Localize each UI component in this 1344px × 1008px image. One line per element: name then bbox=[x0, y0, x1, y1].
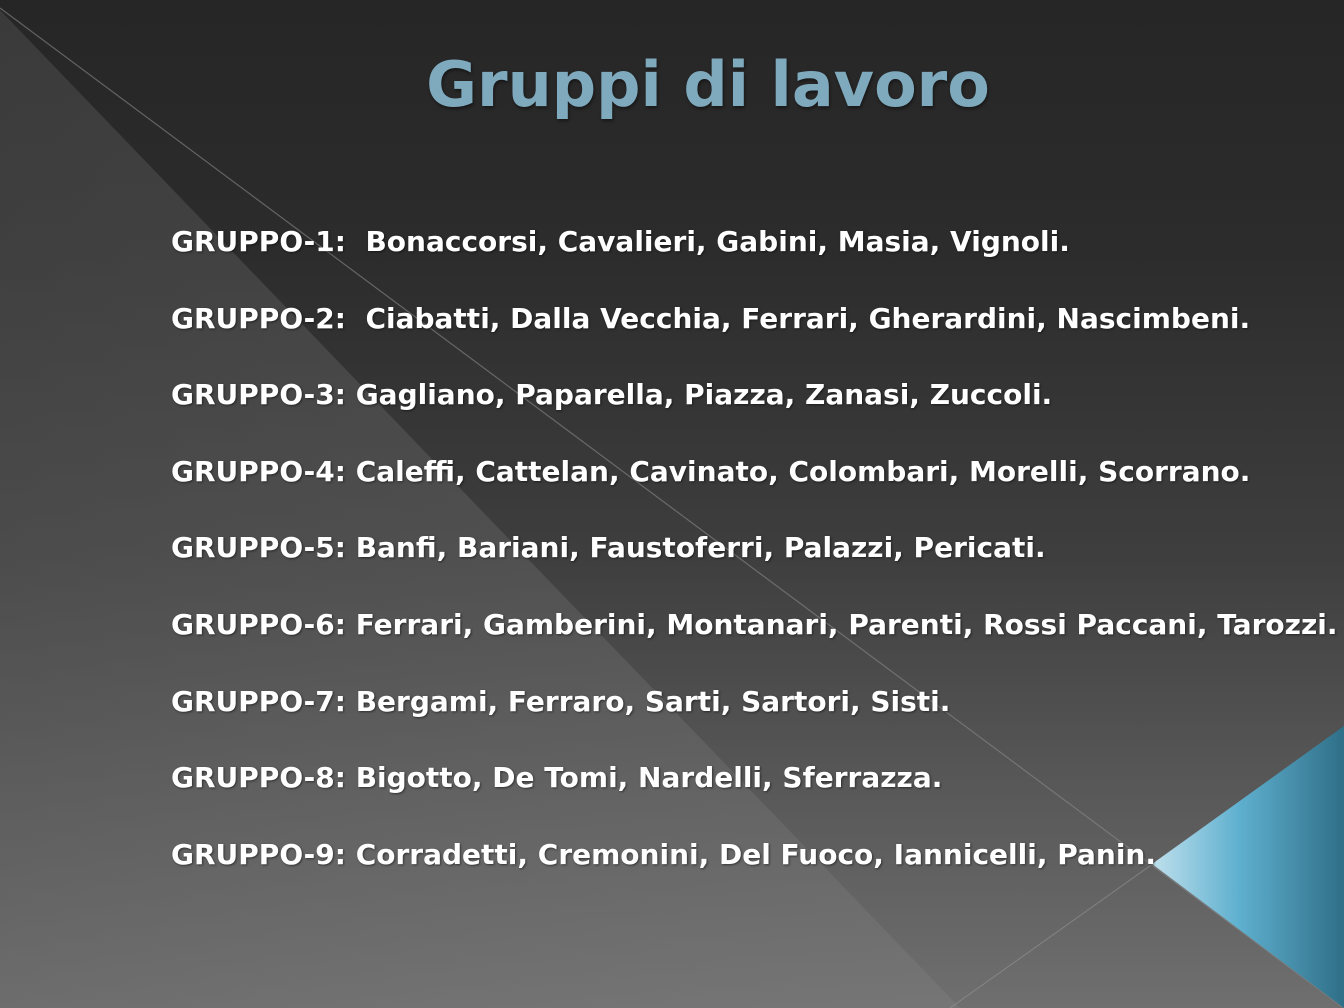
list-item: GRUPPO-6: Ferrari, Gamberini, Montanari, Parenti, Rossi Paccani, Tarozzi. bbox=[171, 607, 1338, 641]
page-title: Gruppi di lavoro bbox=[426, 48, 990, 121]
list-item: GRUPPO-7: Bergami, Ferraro, Sarti, Sartori, Sisti. bbox=[171, 684, 951, 718]
list-item: GRUPPO-2: Ciabatti, Dalla Vecchia, Ferrari, Gherardini, Nascimbeni. bbox=[171, 301, 1251, 335]
list-item: GRUPPO-9: Corradetti, Cremonini, Del Fuoco, Iannicelli, Panin. bbox=[171, 837, 1156, 871]
list-item: GRUPPO-1: Bonaccorsi, Cavalieri, Gabini, Masia, Vignoli. bbox=[171, 225, 1070, 258]
list-item: GRUPPO-3: Gagliano, Paparella, Piazza, Zanasi, Zuccoli. bbox=[171, 378, 1053, 412]
list-item: GRUPPO-5: Banfi, Bariani, Faustoferri, Palazzi, Pericati. bbox=[171, 531, 1046, 565]
list-item: GRUPPO-4: Caleffi, Cattelan, Cavinato, Colombari, Morelli, Scorrano. bbox=[171, 454, 1251, 488]
group-list bbox=[171, 222, 1337, 911]
list-item: GRUPPO-8: Bigotto, De Tomi, Nardelli, Sferrazza. bbox=[171, 761, 943, 795]
